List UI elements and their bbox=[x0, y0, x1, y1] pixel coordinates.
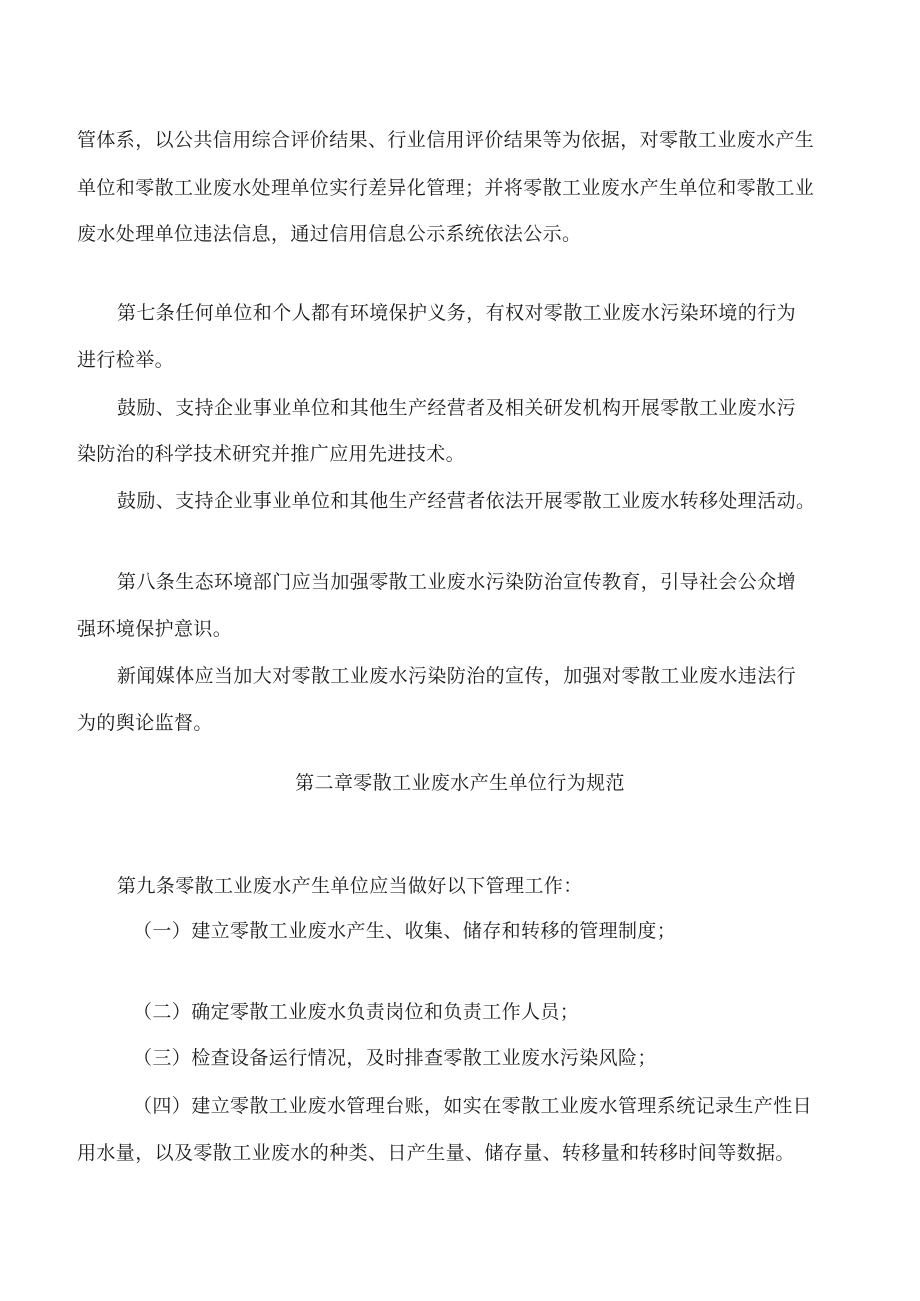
list-item: （一）建立零散工业废水产生、收集、储存和转移的管理制度； bbox=[133, 920, 677, 942]
paragraph-line: 进行检举。 bbox=[77, 349, 175, 371]
paragraph-line: 用水量，以及零散工业废水的种类、日产生量、储存量、转移量和转移时间等数据。 bbox=[77, 1142, 795, 1164]
article-7-line: 第七条任何单位和个人都有环境保护义务，有权对零散工业废水污染环境的行为 bbox=[117, 302, 797, 324]
paragraph-line: 管体系，以公共信用综合评价结果、行业信用评价结果等为依据，对零散工业废水产生 bbox=[77, 129, 815, 151]
article-8-line: 第八条生态环境部门应当加强零散工业废水污染防治宣传教育，引导社会公众增 bbox=[117, 571, 797, 593]
paragraph-line: 强环境保护意识。 bbox=[77, 618, 233, 640]
list-item: （三）检查设备运行情况，及时排查零散工业废水污染风险； bbox=[133, 1047, 657, 1069]
paragraph-line: 为的舆论监督。 bbox=[77, 712, 213, 734]
list-item: （二）确定零散工业废水负责岗位和负责工作人员； bbox=[133, 1001, 580, 1023]
chapter-heading: 第二章零散工业废水产生单位行为规范 bbox=[295, 772, 625, 794]
paragraph-line: 废水处理单位违法信息，通过信用信息公示系统依法公示。 bbox=[77, 223, 582, 245]
paragraph-line: 新闻媒体应当加大对零散工业废水污染防治的宣传，加强对零散工业废水违法行 bbox=[117, 665, 797, 687]
article-9-line: 第九条零散工业废水产生单位应当做好以下管理工作： bbox=[117, 875, 583, 897]
paragraph-line: 染防治的科学技术研究并推广应用先进技术。 bbox=[77, 443, 466, 465]
paragraph-line: 鼓励、支持企业事业单位和其他生产经营者依法开展零散工业废水转移处理活动。 bbox=[117, 490, 816, 512]
paragraph-line: 单位和零散工业废水处理单位实行差异化管理；并将零散工业废水产生单位和零散工业 bbox=[77, 177, 815, 199]
paragraph-line: 鼓励、支持企业事业单位和其他生产经营者及相关研发机构开展零散工业废水污 bbox=[117, 397, 797, 419]
list-item: （四）建立零散工业废水管理台账，如实在零散工业废水管理系统记录生产性日 bbox=[133, 1095, 813, 1117]
